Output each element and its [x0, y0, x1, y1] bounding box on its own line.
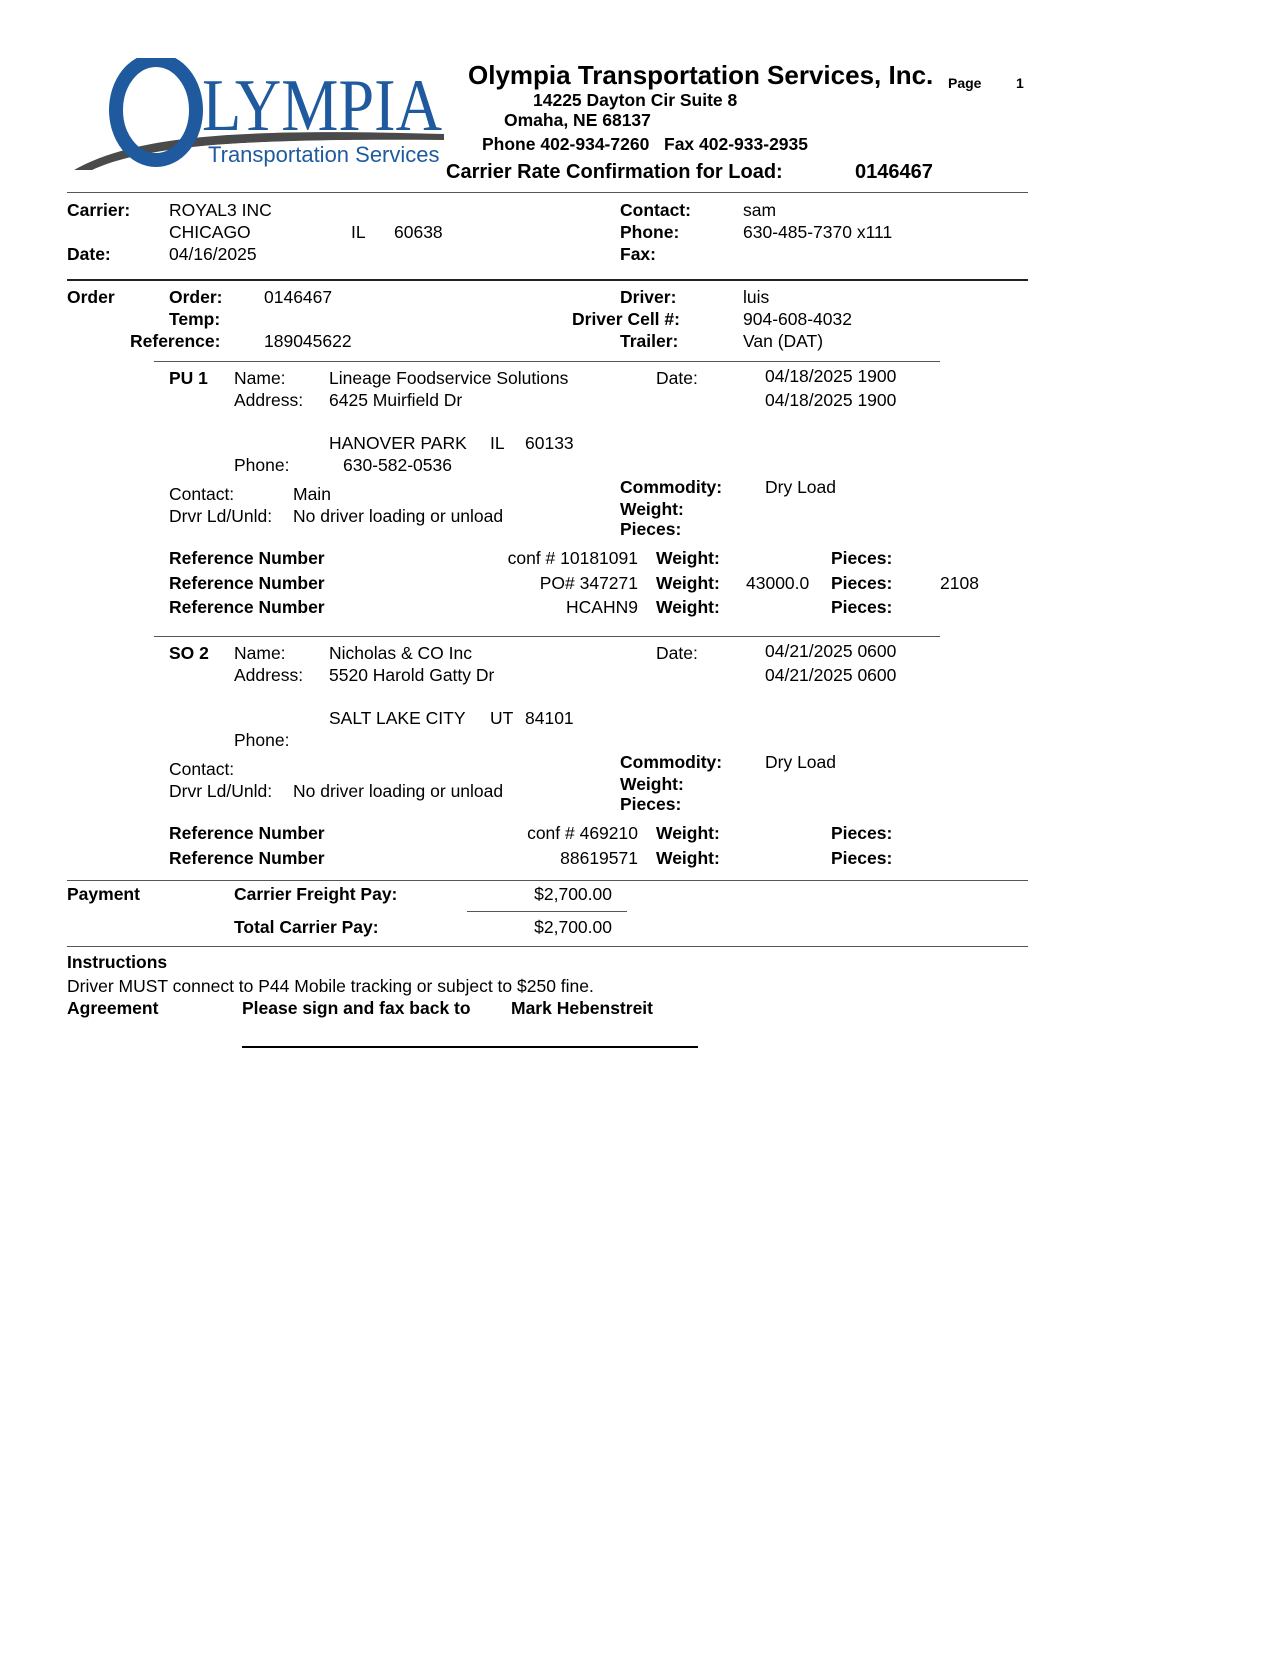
- agreement-sign-to: Mark Hebenstreit: [511, 998, 653, 1018]
- reference-weight-label: Weight:: [656, 573, 720, 593]
- stop-name-label: Name:: [234, 643, 286, 663]
- reference-weight-label: Weight:: [656, 597, 720, 617]
- stop-drvr: No driver loading or unload: [293, 781, 504, 801]
- stop-state: IL: [490, 433, 505, 453]
- stop-date-1: 04/18/2025 1900: [765, 366, 897, 386]
- freight-pay-label: Carrier Freight Pay:: [234, 884, 398, 904]
- stop-code: PU 1: [169, 368, 208, 388]
- driver-cell: 904-608-4032: [743, 309, 852, 329]
- trailer-label: Trailer:: [620, 331, 679, 351]
- stop-code: SO 2: [169, 643, 209, 663]
- carrier-divider: [67, 279, 1028, 281]
- stop-zip: 84101: [525, 708, 574, 728]
- reference-number-label: Reference Number: [169, 597, 325, 617]
- page-number: 1: [1016, 75, 1024, 91]
- stop-state: UT: [490, 708, 514, 728]
- stop-address: 5520 Harold Gatty Dr: [329, 665, 495, 685]
- stop-address: 6425 Muirfield Dr: [329, 390, 463, 410]
- total-pay-label: Total Carrier Pay:: [234, 917, 379, 937]
- stop-date-2: 04/18/2025 1900: [765, 390, 897, 410]
- stop-phone-label: Phone:: [234, 455, 290, 475]
- stop-commodity-label: Commodity:: [620, 752, 723, 772]
- carrier-contact: sam: [743, 200, 777, 220]
- carrier-city: CHICAGO: [169, 222, 251, 242]
- reference-number-label: Reference Number: [169, 573, 325, 593]
- company-address-line2: Omaha, NE 68137: [504, 110, 651, 130]
- reference-weight-label: Weight:: [656, 548, 720, 568]
- load-number: 0146467: [855, 161, 933, 183]
- company-phone: Phone 402-934-7260: [482, 134, 650, 154]
- stop-city: SALT LAKE CITY: [329, 708, 466, 728]
- stop-drvr-label: Drvr Ld/Unld:: [169, 506, 273, 526]
- stop-date-label: Date:: [656, 643, 698, 663]
- company-name: Olympia Transportation Services, Inc.: [468, 60, 934, 90]
- agreement-label: Agreement: [67, 998, 159, 1018]
- stop-city: HANOVER PARK: [329, 433, 467, 453]
- reference-pieces-label: Pieces:: [831, 848, 893, 868]
- order-reference: 189045622: [264, 331, 352, 351]
- carrier-fax-label: Fax:: [620, 244, 656, 264]
- driver-label: Driver:: [620, 287, 677, 307]
- order-section-label: Order: [67, 287, 115, 307]
- carrier-contact-label: Contact:: [620, 200, 691, 220]
- reference-pieces-label: Pieces:: [831, 548, 893, 568]
- stop-drvr-label: Drvr Ld/Unld:: [169, 781, 273, 801]
- reference-number-label: Reference Number: [169, 848, 325, 868]
- carrier-phone-label: Phone:: [620, 222, 680, 242]
- total-pay-amount: $2,700.00: [534, 917, 612, 937]
- stop-commodity: Dry Load: [765, 477, 837, 497]
- reference-pieces-label: Pieces:: [831, 823, 893, 843]
- stop1-divider: [154, 361, 940, 362]
- stop-drvr: No driver loading or unload: [293, 506, 504, 526]
- carrier-date-label: Date:: [67, 244, 111, 264]
- carrier-label: Carrier:: [67, 200, 131, 220]
- instructions-heading: Instructions: [67, 952, 168, 972]
- company-address-line1: 14225 Dayton Cir Suite 8: [533, 90, 738, 110]
- payment-section-label: Payment: [67, 884, 140, 904]
- stop-date-1: 04/21/2025 0600: [765, 641, 897, 661]
- agreement-sign-text: Please sign and fax back to: [242, 998, 471, 1018]
- carrier-zip: 60638: [394, 222, 443, 242]
- stop-weight-label: Weight:: [620, 774, 684, 794]
- reference-weight-label: Weight:: [656, 848, 720, 868]
- reference-number-value: conf # 469210: [527, 823, 638, 843]
- stop-name: Nicholas & CO Inc: [329, 643, 472, 663]
- company-logo: [74, 58, 454, 178]
- stop-address-label: Address:: [234, 390, 304, 410]
- instructions-text: Driver MUST connect to P44 Mobile tracking or subject to $250 fine.: [67, 976, 594, 996]
- signature-line: [242, 1046, 698, 1048]
- logo-tagline: Transportation Services: [208, 142, 440, 167]
- reference-number-label: Reference Number: [169, 823, 325, 843]
- stop-phone: 630-582-0536: [343, 455, 452, 475]
- driver-cell-label: Driver Cell #:: [572, 309, 680, 329]
- reference-number-value: HCAHN9: [566, 597, 638, 617]
- reference-number-value: conf # 10181091: [507, 548, 638, 568]
- stop-zip: 60133: [525, 433, 574, 453]
- order-number: 0146467: [264, 287, 333, 307]
- stop2-divider: [154, 636, 940, 637]
- carrier-date: 04/16/2025: [169, 244, 257, 264]
- trailer-type: Van (DAT): [743, 331, 824, 351]
- reference-weight-value: 43000.0: [746, 573, 810, 593]
- stop-pieces-label: Pieces:: [620, 519, 682, 539]
- stop-pieces-label: Pieces:: [620, 794, 682, 814]
- carrier-name: ROYAL3 INC: [169, 200, 272, 220]
- freight-pay-amount: $2,700.00: [534, 884, 612, 904]
- reference-pieces-label: Pieces:: [831, 597, 893, 617]
- stop-name-label: Name:: [234, 368, 286, 388]
- order-temp-label: Temp:: [169, 309, 221, 329]
- header-divider: [67, 192, 1028, 193]
- stop-name: Lineage Foodservice Solutions: [329, 368, 569, 388]
- stop-weight-label: Weight:: [620, 499, 684, 519]
- stop-contact-label: Contact:: [169, 759, 235, 779]
- page-label: Page: [948, 75, 982, 91]
- reference-number-value: 88619571: [560, 848, 638, 868]
- stop-date-label: Date:: [656, 368, 698, 388]
- document-title: Carrier Rate Confirmation for Load:: [446, 161, 783, 183]
- stop-commodity: Dry Load: [765, 752, 837, 772]
- reference-weight-label: Weight:: [656, 823, 720, 843]
- stop-phone-label: Phone:: [234, 730, 290, 750]
- logo-wordmark: LYMPIA: [202, 65, 442, 147]
- driver-name: luis: [743, 287, 770, 307]
- reference-number-value: PO# 347271: [539, 573, 638, 593]
- stop-address-label: Address:: [234, 665, 304, 685]
- instructions-divider: [67, 946, 1028, 947]
- payment-divider: [67, 880, 1028, 881]
- order-number-label: Order:: [169, 287, 223, 307]
- carrier-phone: 630-485-7370 x111: [743, 222, 893, 242]
- stop-contact: Main: [293, 484, 331, 504]
- stop-date-2: 04/21/2025 0600: [765, 665, 897, 685]
- reference-pieces-value: 2108: [940, 573, 979, 593]
- reference-pieces-label: Pieces:: [831, 573, 893, 593]
- stop-commodity-label: Commodity:: [620, 477, 723, 497]
- carrier-state: IL: [351, 222, 366, 242]
- payment-subtotal-line: [467, 911, 627, 912]
- stop-contact-label: Contact:: [169, 484, 235, 504]
- reference-number-label: Reference Number: [169, 548, 325, 568]
- company-fax: Fax 402-933-2935: [664, 134, 808, 154]
- order-reference-label: Reference:: [130, 331, 221, 351]
